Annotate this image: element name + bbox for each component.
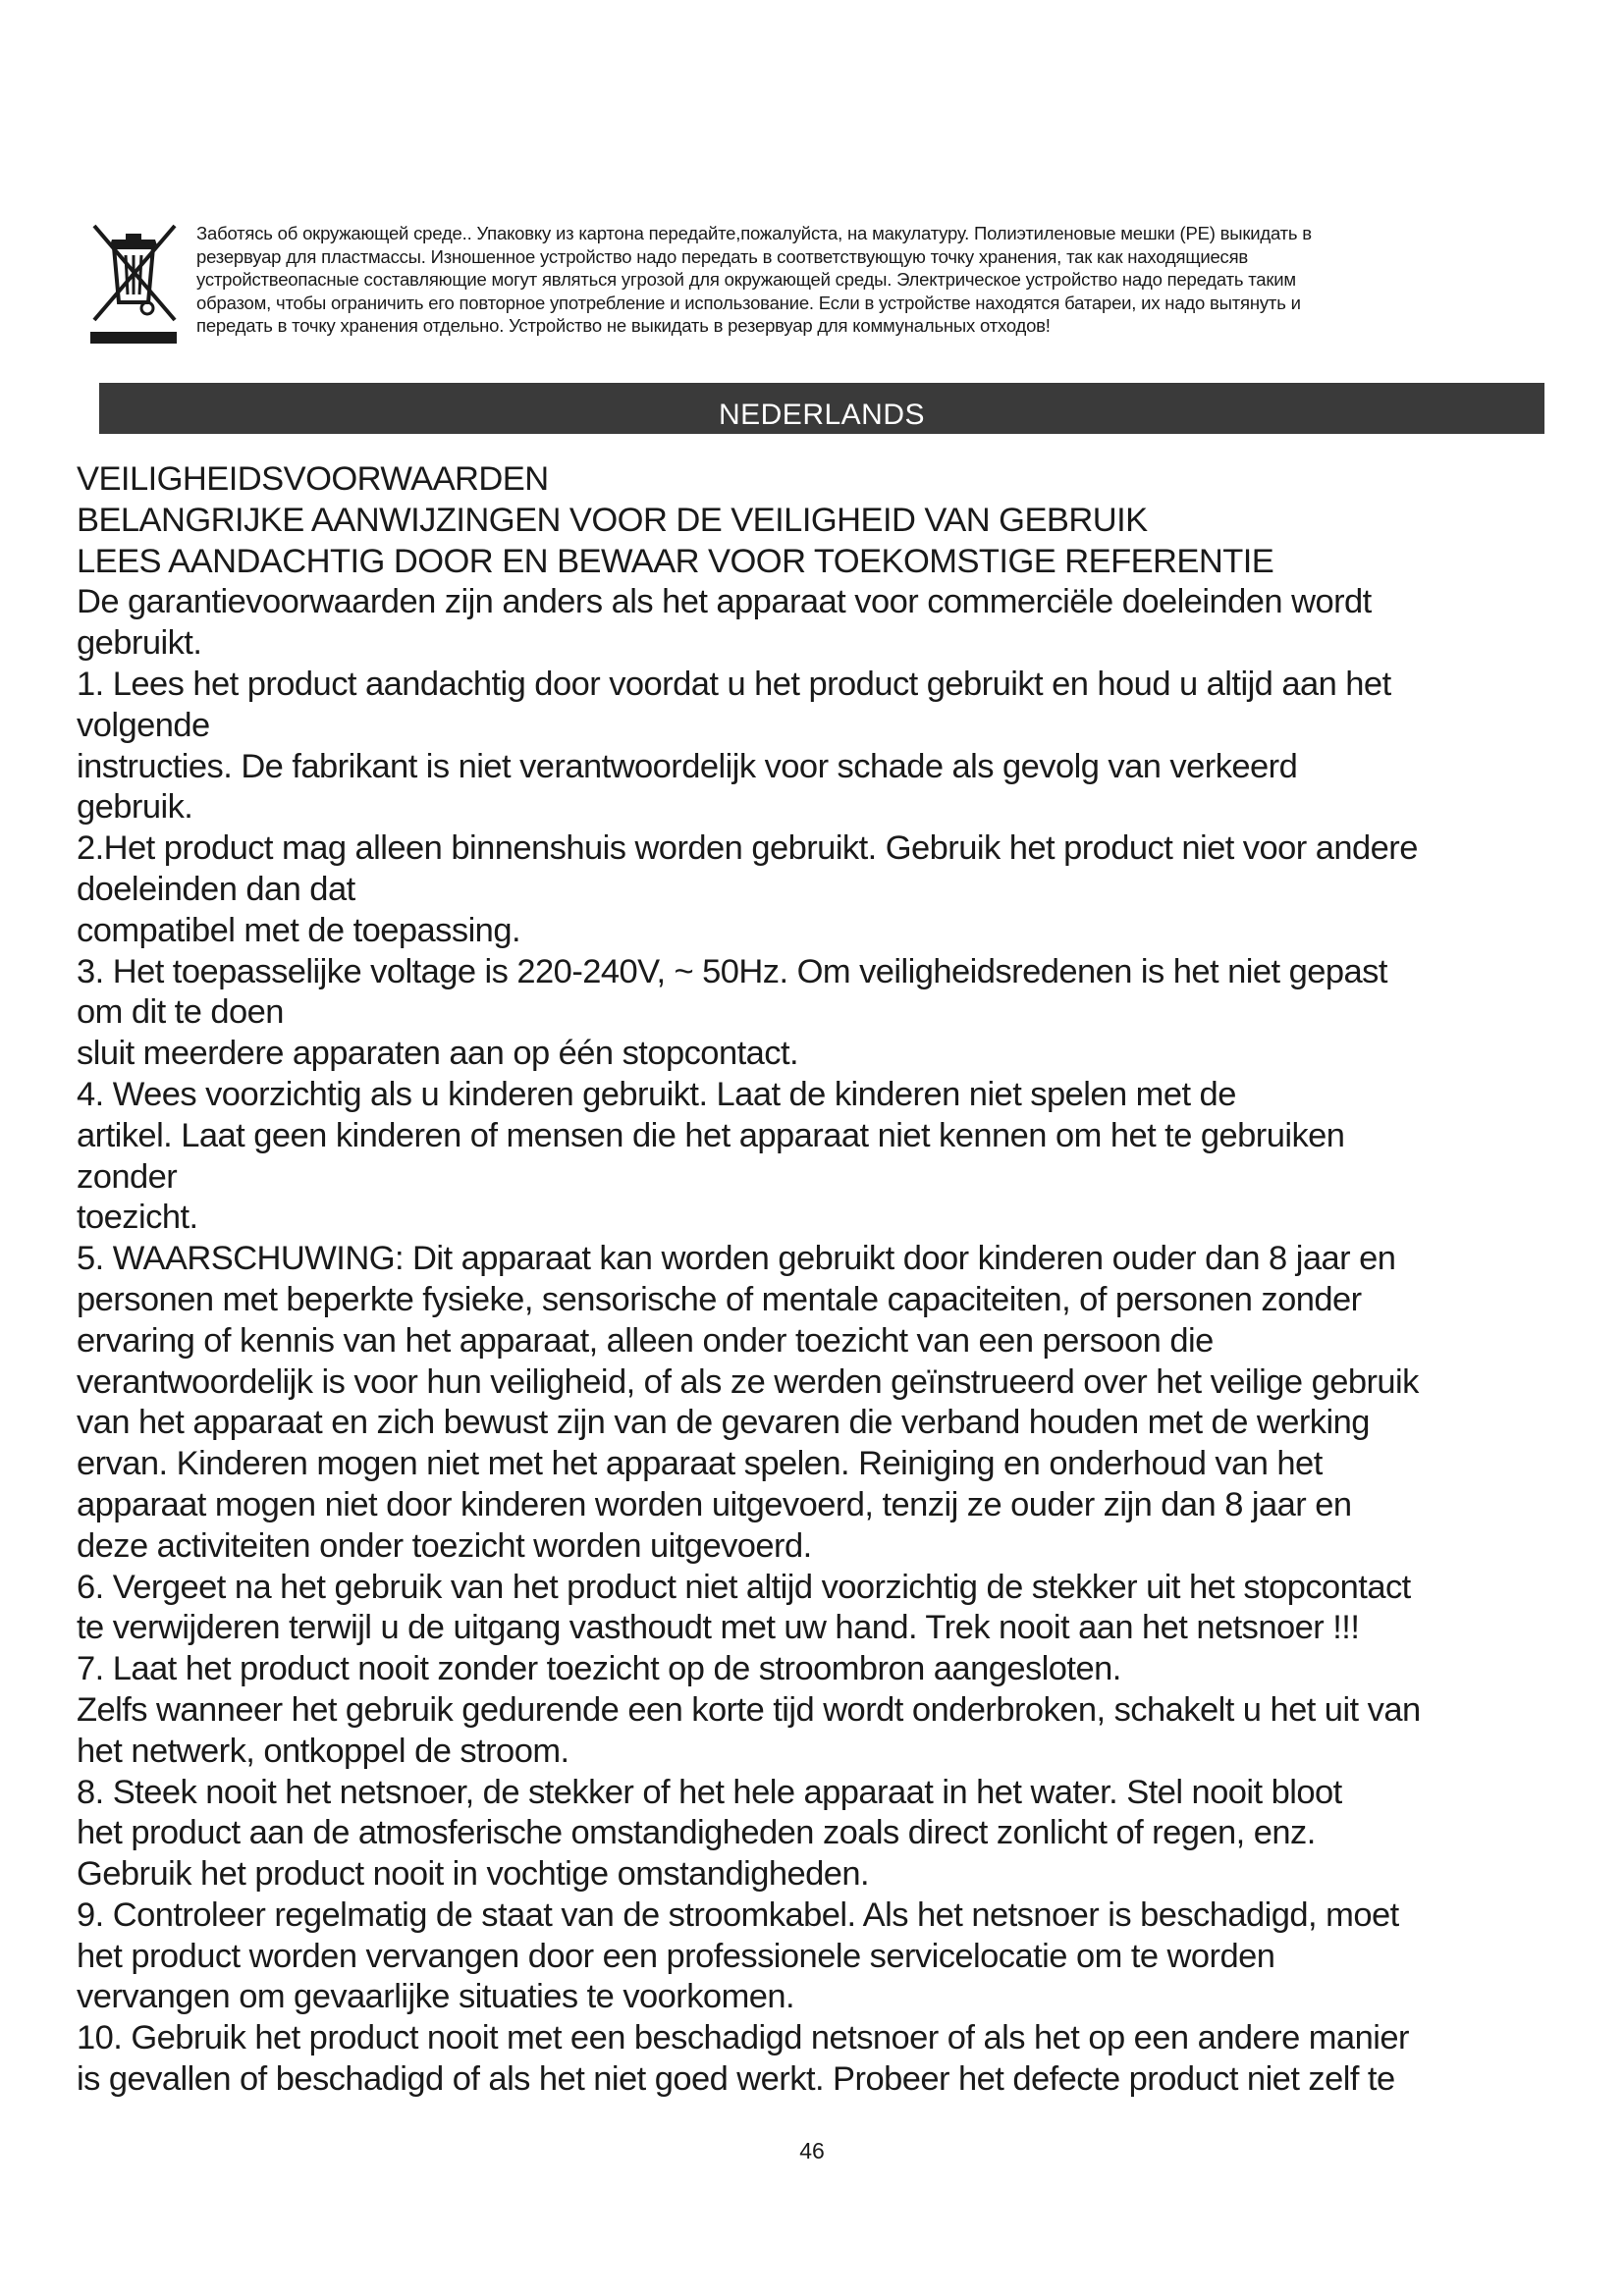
content-line: 5. WAARSCHUWING: Dit apparaat kan worden gebruikt door kinderen ouder dan 8 jaar en <box>77 1240 1396 1278</box>
content-line: het product worden vervangen door een professionele servicelocatie om te worden <box>77 1937 1275 1975</box>
content-line: 6. Vergeet na het gebruik van het product niet altijd voorzichtig de stekker uit het stopcontact <box>77 1568 1411 1606</box>
content-line: 3. Het toepasselijke voltage is 220-240V, ~ 50Hz. Om veiligheidsredenen is het niet gepast <box>77 952 1387 990</box>
content-line: artikel. Laat geen kinderen of mensen die het apparaat niet kennen om het te gebruiken <box>77 1116 1345 1154</box>
weee-notice-line: передать в точку хранения отдельно. Устройство не выкидать в резервуар для коммунальных отходов! <box>196 315 1051 336</box>
weee-notice-line: Заботясь об окружающей среде.. Упаковку из картона передайте,пожалуйста, на макулатуру. Полиэтиленовые мешки (PE) выкидать в <box>196 223 1312 243</box>
weee-notice-text <box>196 222 1532 338</box>
crossed-out-wheelie-bin-icon <box>86 218 181 346</box>
weee-disposal-notice <box>86 218 1520 355</box>
content-line: om dit te doen <box>77 993 284 1032</box>
content-line: 9. Controleer regelmatig de staat van de stroomkabel. Als het netsnoer is beschadigd, moet <box>77 1896 1399 1934</box>
content-line: verantwoordelijk is voor hun veiligheid, of als ze werden geïnstrueerd over het veilige gebruik <box>77 1362 1419 1401</box>
content-line: van het apparaat en zich bewust zijn van de gevaren die verband houden met de werking <box>77 1404 1370 1442</box>
content-line: toezicht. <box>77 1199 198 1237</box>
content-line: ervaring of kennis van het apparaat, alleen onder toezicht van een persoon die <box>77 1321 1214 1360</box>
content-line: gebruik. <box>77 788 193 827</box>
content-line: gebruikt. <box>77 624 202 663</box>
content-line: sluit meerdere apparaten aan op één stopcontact. <box>77 1035 799 1073</box>
content-line: De garantievoorwaarden zijn anders als het apparaat voor commerciële doeleinden wordt <box>77 583 1372 621</box>
content-line: volgende <box>77 706 210 744</box>
safety-instructions <box>77 459 1569 2101</box>
content-line: het product aan de atmosferische omstandigheden zoals direct zonlicht of regen, enz. <box>77 1814 1316 1852</box>
content-line: Zelfs wanneer het gebruik gedurende een korte tijd wordt onderbroken, schakelt u het uit van <box>77 1690 1421 1729</box>
content-line: zonder <box>77 1157 178 1196</box>
language-section-title: NEDERLANDS <box>718 399 926 431</box>
content-line: 10. Gebruik het product nooit met een beschadigd netsnoer of als het op een andere manier <box>77 2019 1409 2057</box>
content-line: 8. Steek nooit het netsnoer, de stekker of het hele apparaat in het water. Stel nooit bloot <box>77 1773 1342 1811</box>
weee-notice-line: образом, чтобы ограничить его повторное употребление и использование. Если в устройстве находятся батареи, их надо вытянуть и <box>196 292 1301 313</box>
content-line: apparaat mogen niet door kinderen worden uitgevoerd, tenzij ze ouder zijn dan 8 jaar en <box>77 1485 1352 1523</box>
content-line: LEES AANDACHTIG DOOR EN BEWAAR VOOR TOEKOMSTIGE REFERENTIE <box>77 542 1274 580</box>
content-line: deze activiteiten onder toezicht worden uitgevoerd. <box>77 1526 812 1565</box>
page-number: 46 <box>799 2138 825 2163</box>
content-line: VEILIGHEIDSVOORWAARDEN <box>77 460 549 498</box>
content-line: ervan. Kinderen mogen niet met het apparaat spelen. Reiniging en onderhoud van het <box>77 1445 1323 1483</box>
content-line: te verwijderen terwijl u de uitgang vasthoudt met uw hand. Trek nooit aan het netsnoer !!! <box>77 1609 1360 1647</box>
content-line: het netwerk, ontkoppel de stroom. <box>77 1732 569 1770</box>
content-line: instructies. De fabrikant is niet verantwoordelijk voor schade als gevolg van verkeerd <box>77 747 1298 785</box>
content-line: 2.Het product mag alleen binnenshuis worden gebruikt. Gebruik het product niet voor andere <box>77 829 1418 868</box>
content-line: 1. Lees het product aandachtig door voordat u het product gebruikt en houd u altijd aan het <box>77 665 1391 703</box>
content-line: is gevallen of beschadigd of als het niet goed werkt. Probeer het defecte product niet zelf te <box>77 2060 1395 2099</box>
content-line: 7. Laat het product nooit zonder toezicht op de stroombron aangesloten. <box>77 1650 1121 1688</box>
weee-notice-line: устройствеопасные составляющие могут являться угрозой для окружающей среды. Электрическое устройство надо передать таким <box>196 269 1296 290</box>
weee-notice-line: резервуар для пластмассы. Изношенное устройство надо передать в соответствующую точку хранения, так как находящиесяв <box>196 245 1249 267</box>
language-section-header <box>99 383 1544 434</box>
content-line: Gebruik het product nooit in vochtige omstandigheden. <box>77 1855 870 1894</box>
content-line: personen met beperkte fysieke, sensorische of mentale capaciteiten, of personen zonder <box>77 1280 1362 1318</box>
content-line: 4. Wees voorzichtig als u kinderen gebruikt. Laat de kinderen niet spelen met de <box>77 1075 1236 1113</box>
content-line: vervangen om gevaarlijke situaties te voorkomen. <box>77 1978 795 2016</box>
content-line: doeleinden dan dat <box>77 870 355 908</box>
content-line: compatibel met de toepassing. <box>77 911 520 949</box>
content-line: BELANGRIJKE AANWIJZINGEN VOOR DE VEILIGHEID VAN GEBRUIK <box>77 501 1148 539</box>
